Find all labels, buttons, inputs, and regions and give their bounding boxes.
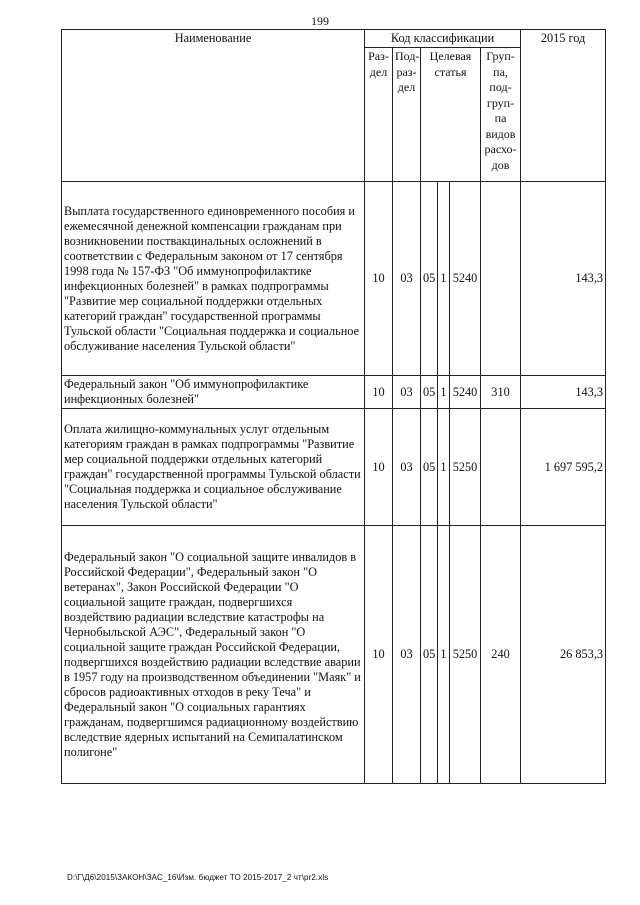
row-name: Оплата жилищно-коммунальных услуг отдельным категориям граждан в рамках подпрограммы "Развитие мер социальной поддержки отдельных категорий граждан" государственной программы Тульской области "Социальная поддержка и социальное обслуживание населения Тульской области": [62, 409, 365, 526]
row-name: Выплата государственного единовременного пособия и ежемесячной денежной компенсации гражданам при возникновении поствакцинальных осложнений в соответствии с Федеральным законом от 17 сентября 1998 года № 157-ФЗ "Об иммунопрофилактике инфекционных болезней" в рамках подпрограммы "Развитие мер социальной поддержки отдельных категорий граждан" государственной программы Тульской области "Социальная поддержка и социальное обслуживание населения Тульской области": [62, 182, 365, 376]
header-year: 2015 год: [521, 30, 606, 182]
page-number: 199: [311, 14, 329, 28]
row-target-code: 5250: [450, 526, 481, 784]
row-group: [481, 409, 521, 526]
row-target-code: 5240: [450, 376, 481, 409]
row-target-code: 5240: [450, 182, 481, 376]
row-razdel: 10: [365, 409, 393, 526]
row-name: Федеральный закон "О социальной защите инвалидов в Российской Федерации", Федеральный закон "О ветеранах", Закон Российской Федерации "О социальной защите граждан, подвергшихся воздействию радиации вследствие катастрофы на Чернобыльской АЭС", Федеральный закон "О социальной защите граждан Российской Федерации, подвергшихся воздействию радиации вследствие аварии в 1957 году на производственном объединении "Маяк" и сбросов радиоактивных отходов в реку Теча" и Федеральный закон "О социальных гарантиях гражданам, подвергшимся радиационному воздействию вследствие ядерных испытаний на Семипалатинском полигоне": [62, 526, 365, 784]
row-podrazdel: 03: [393, 376, 421, 409]
table-row: [62, 526, 606, 784]
row-name: Федеральный закон "Об иммунопрофилактике инфекционных болезней": [62, 376, 365, 409]
row-razdel: 10: [365, 376, 393, 409]
header-target: Целевая статья: [421, 48, 481, 182]
row-amount: 143,3: [521, 376, 606, 409]
row-podrazdel: 03: [393, 182, 421, 376]
table-row: [62, 409, 606, 526]
row-group: [481, 182, 521, 376]
row-target-program: 05: [421, 376, 438, 409]
header-razdel: Раз- дел: [365, 48, 393, 182]
table-row: [62, 376, 606, 409]
row-target-program: 05: [421, 526, 438, 784]
file-path-footer: D:\Г\Д6\2015\ЗАКОН\ЗАС_16\Изм. бюджет ТО 2015-2017_2 чт\pr2.xls: [67, 873, 329, 882]
header-name: Наименование: [62, 30, 365, 182]
budget-table: [61, 29, 606, 784]
row-target-code: 5250: [450, 409, 481, 526]
header-code: Код классификации: [365, 30, 521, 48]
row-target-subprogram: 1: [438, 376, 450, 409]
header-group: Груп- па, под- груп- па видов расхо- дов: [481, 48, 521, 182]
row-podrazdel: 03: [393, 526, 421, 784]
row-target-subprogram: 1: [438, 182, 450, 376]
row-amount: 1 697 595,2: [521, 409, 606, 526]
table-row: [62, 182, 606, 376]
row-target-subprogram: 1: [438, 526, 450, 784]
row-amount: 26 853,3: [521, 526, 606, 784]
row-target-program: 05: [421, 182, 438, 376]
header-podrazdel: Под- раз- дел: [393, 48, 421, 182]
row-amount: 143,3: [521, 182, 606, 376]
row-group: 310: [481, 376, 521, 409]
row-razdel: 10: [365, 526, 393, 784]
row-target-subprogram: 1: [438, 409, 450, 526]
row-target-program: 05: [421, 409, 438, 526]
row-razdel: 10: [365, 182, 393, 376]
row-podrazdel: 03: [393, 409, 421, 526]
row-group: 240: [481, 526, 521, 784]
